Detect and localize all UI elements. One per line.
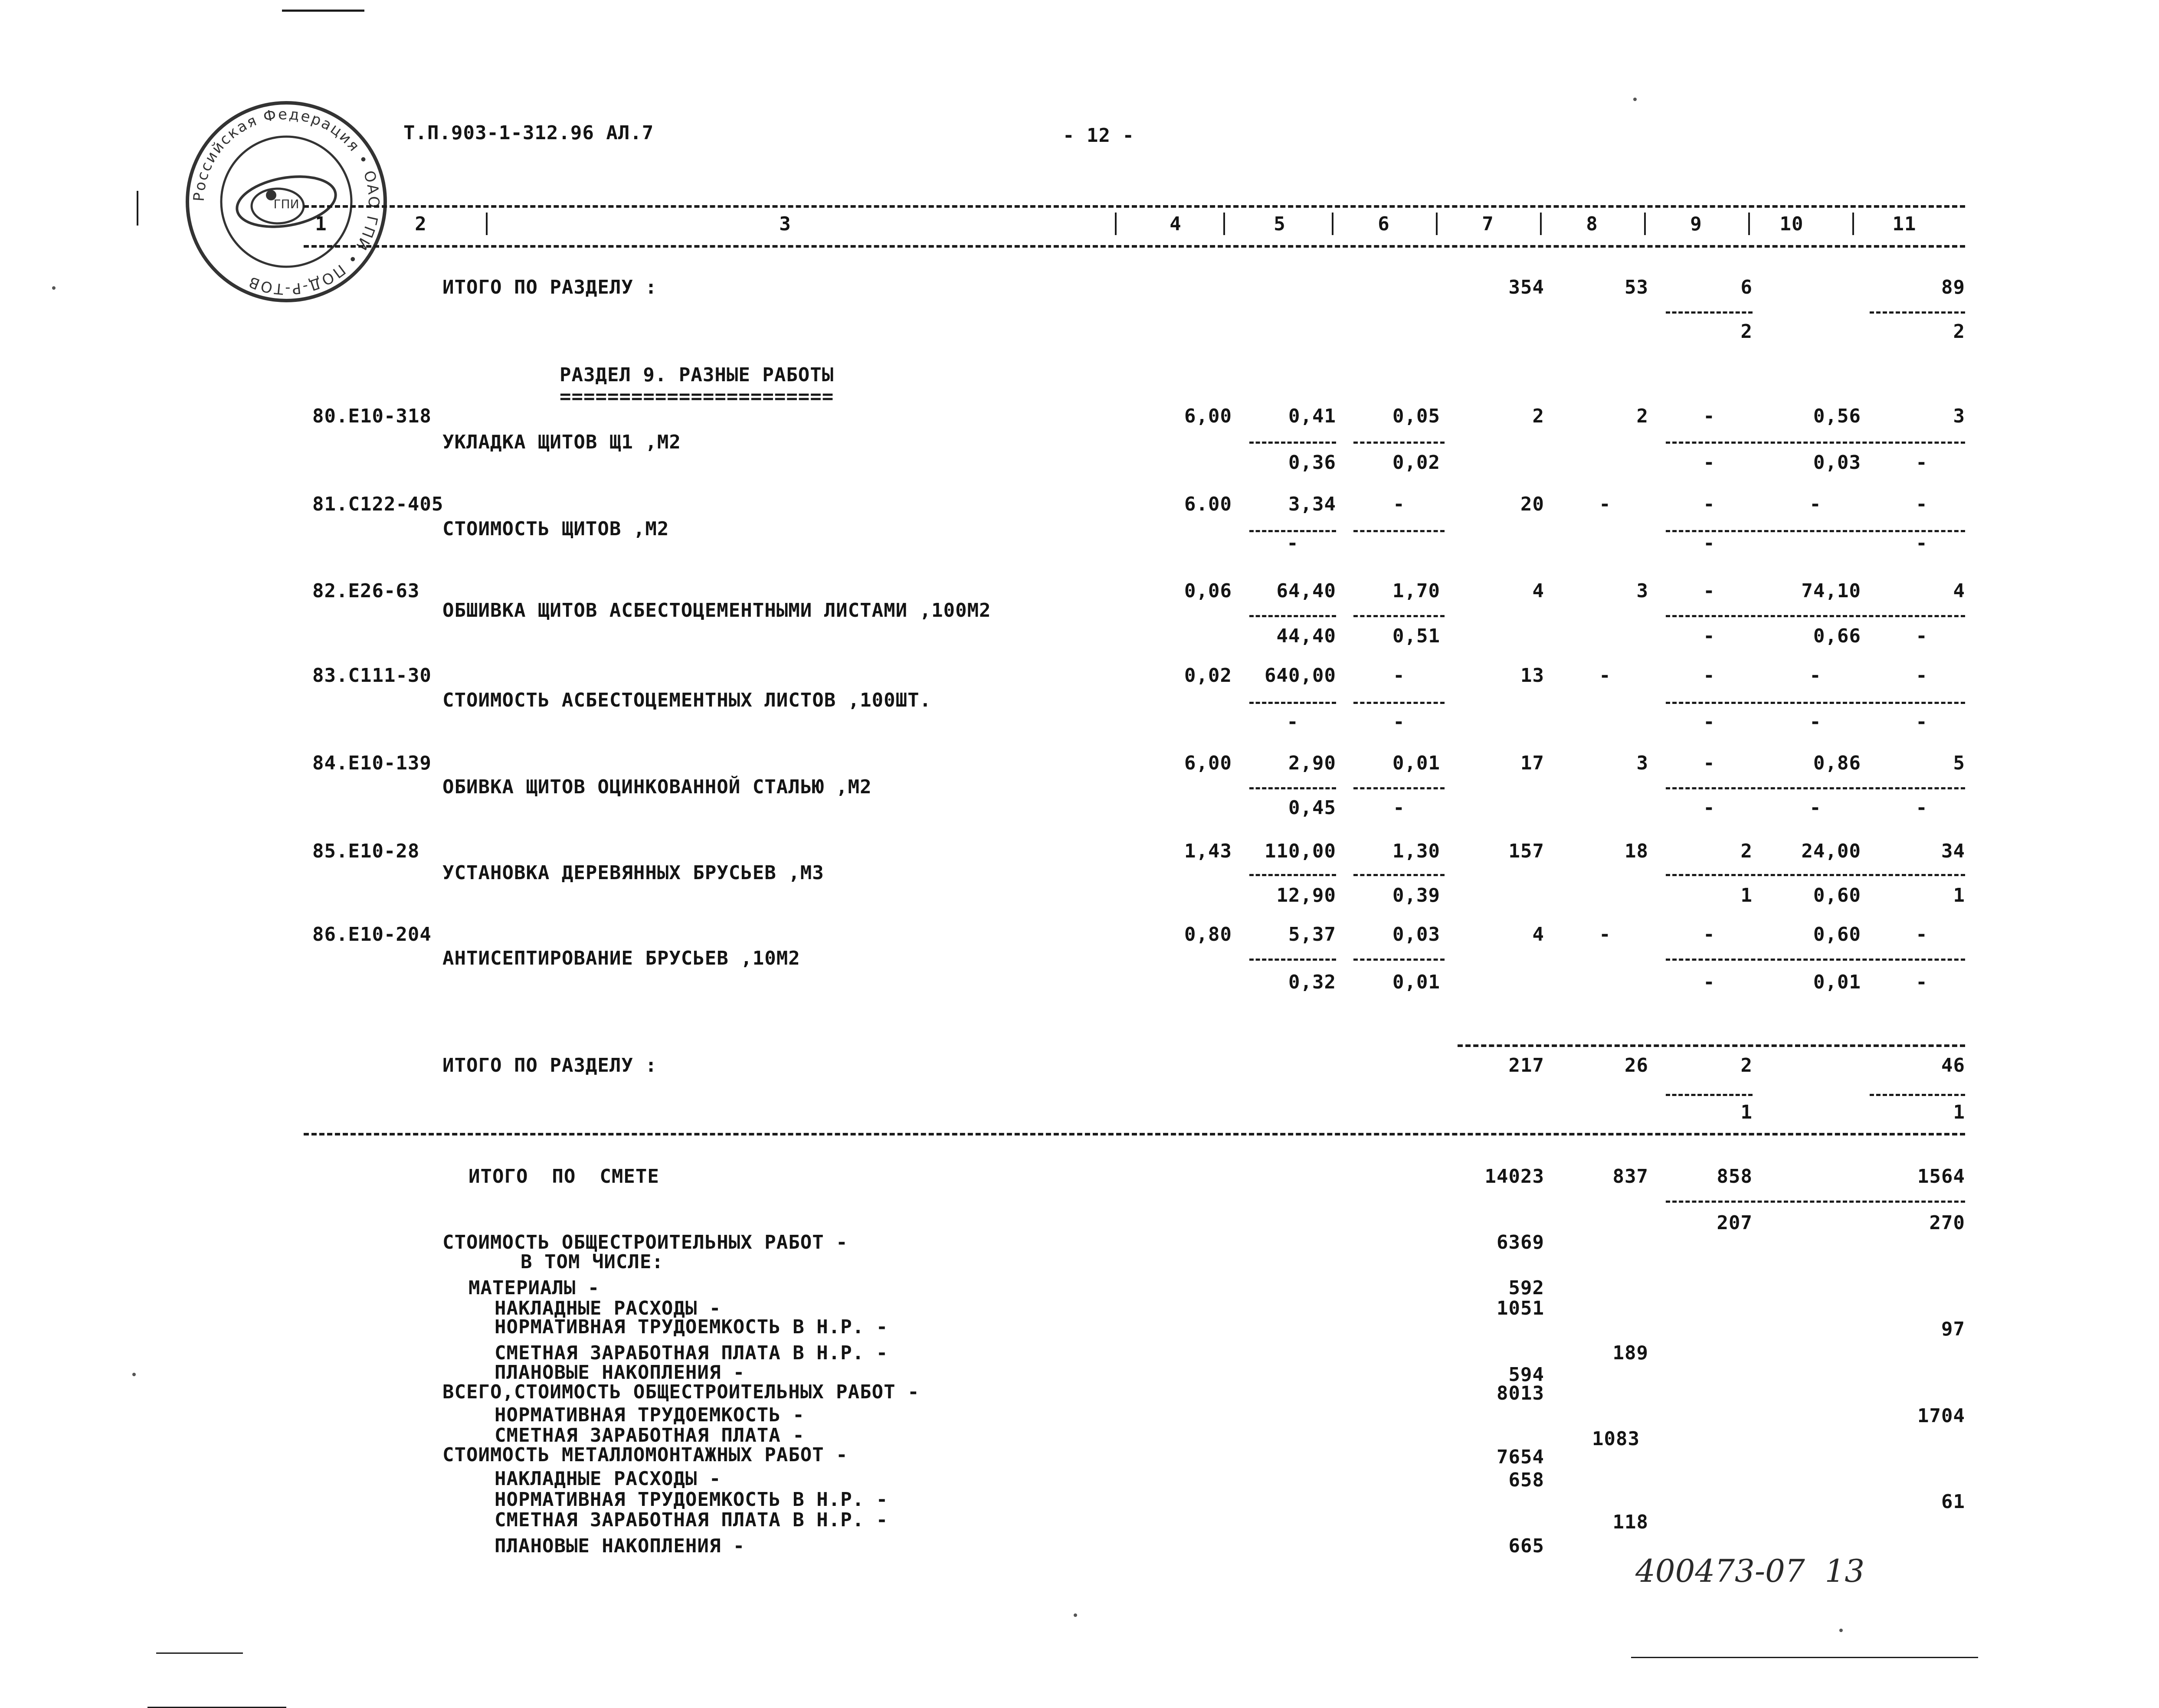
fraction-rule: [1249, 787, 1336, 789]
item-c6: -: [1393, 664, 1405, 687]
header-bottom-rule: [304, 245, 1965, 248]
item-code: 86.Е10-204: [312, 923, 432, 946]
col-number: 8: [1586, 213, 1598, 235]
col-number: 2: [415, 213, 427, 235]
section-title-underline: =======================: [560, 386, 834, 408]
scan-mark: [1631, 1657, 1978, 1658]
total-c9: 2: [1740, 1054, 1753, 1076]
item-c11-sub: -: [1916, 711, 1928, 733]
summary-label: НАКЛАДНЫЕ РАСХОДЫ -: [495, 1468, 721, 1490]
column-separator: [486, 213, 488, 235]
column-separator: [1332, 213, 1333, 235]
scan-speck: [1074, 1613, 1077, 1617]
fraction-rule: [1666, 787, 1965, 789]
summary-c11: 61: [1941, 1491, 1965, 1513]
item-code: 80.Е10-318: [312, 405, 432, 427]
summary-label: СТОИМОСТЬ МЕТАЛЛОМОНТАЖНЫХ РАБОТ -: [442, 1444, 848, 1466]
item-c5-sub: 12,90: [1276, 884, 1336, 906]
fraction-rule: [1666, 1201, 1965, 1203]
fraction-rule: [1353, 874, 1445, 876]
item-c8: 2: [1636, 405, 1648, 427]
summary-c7: 665: [1508, 1535, 1544, 1557]
scan-speck: [1633, 98, 1637, 101]
item-c11-sub: -: [1916, 971, 1928, 993]
item-description: ОБШИВКА ЩИТОВ АСБЕСТОЦЕМЕНТНЫМИ ЛИСТАМИ ,100М2: [442, 599, 991, 622]
total-c11-sub: 270: [1929, 1212, 1965, 1234]
col-number: 9: [1690, 213, 1702, 235]
summary-c7: 8013: [1497, 1382, 1544, 1404]
item-code: 85.Е10-28: [312, 840, 420, 862]
item-c9: -: [1703, 405, 1715, 427]
item-c5: 110,00: [1265, 840, 1336, 862]
svg-text:Российская Федерация • ОАО ГПИ: Российская Федерация • ОАО ГПИ • ПОД-Р-ТОВ: [190, 105, 383, 298]
item-c8: 18: [1625, 840, 1648, 862]
total-c9-sub: 207: [1717, 1212, 1753, 1234]
item-c11-sub: -: [1916, 625, 1928, 647]
summary-c7: 658: [1508, 1469, 1544, 1491]
item-c7: 157: [1508, 840, 1544, 862]
col-number: 5: [1274, 213, 1286, 235]
column-separator: [1852, 213, 1854, 235]
total-c9: 6: [1740, 276, 1753, 298]
item-c5: 0,41: [1288, 405, 1336, 427]
fraction-rule: [1666, 311, 1753, 314]
total-label: ИТОГО ПО РАЗДЕЛУ :: [442, 276, 657, 298]
item-c8: -: [1599, 493, 1611, 515]
summary-label: СМЕТНАЯ ЗАРАБОТНАЯ ПЛАТА В Н.Р. -: [495, 1509, 888, 1531]
item-c7: 13: [1520, 664, 1544, 687]
item-c11: -: [1916, 493, 1928, 515]
item-c11: 5: [1953, 752, 1965, 774]
item-c9: -: [1703, 664, 1715, 687]
column-separator: [1436, 213, 1438, 235]
item-description: ОБИВКА ЩИТОВ ОЦИНКОВАННОЙ СТАЛЬЮ ,М2: [442, 776, 872, 798]
total-c11-sub: 1: [1953, 1101, 1965, 1123]
item-code: 82.Е26-63: [312, 580, 420, 602]
estimate-total-label: ИТОГО ПО СМЕТЕ: [468, 1165, 659, 1188]
fraction-rule: [1666, 959, 1965, 961]
item-c4: 0,02: [1184, 664, 1232, 687]
item-c5: 640,00: [1265, 664, 1336, 687]
item-description: УСТАНОВКА ДЕРЕВЯННЫХ БРУСЬЕВ ,М3: [442, 862, 824, 884]
item-description: УКЛАДКА ЩИТОВ Щ1 ,М2: [442, 431, 681, 453]
scan-mark: [156, 1652, 243, 1654]
scan-speck: [132, 1373, 136, 1376]
section-title: РАЗДЕЛ 9. РАЗНЫЕ РАБОТЫ: [560, 364, 834, 386]
summary-c7: 592: [1508, 1277, 1544, 1299]
total-c7: 217: [1508, 1054, 1544, 1076]
item-c10-sub: 0,66: [1813, 625, 1861, 647]
column-separator: [1748, 213, 1750, 235]
summary-c7: 1051: [1497, 1297, 1544, 1319]
summary-label: ПЛАНОВЫЕ НАКОПЛЕНИЯ -: [495, 1535, 745, 1557]
item-c10: -: [1809, 664, 1822, 687]
estimate-total-rule: [304, 1133, 1965, 1135]
item-c8: 3: [1636, 752, 1648, 774]
item-c8: 3: [1636, 580, 1648, 602]
item-c7: 4: [1532, 923, 1544, 946]
item-c5-sub: 0,45: [1288, 797, 1336, 819]
item-c9-sub: -: [1703, 797, 1715, 819]
summary-label: СМЕТНАЯ ЗАРАБОТНАЯ ПЛАТА -: [495, 1424, 805, 1446]
item-c6-sub: 0,01: [1392, 971, 1440, 993]
fraction-rule: [1249, 442, 1336, 444]
fraction-rule: [1353, 530, 1445, 532]
item-c7: 4: [1532, 580, 1544, 602]
item-c11-sub: -: [1916, 452, 1928, 474]
item-c5: 3,34: [1288, 493, 1336, 515]
item-c10-sub: 0,60: [1813, 884, 1861, 906]
total-c11: 46: [1941, 1054, 1965, 1076]
item-c9-sub: -: [1703, 532, 1715, 554]
item-c8: -: [1599, 664, 1611, 687]
summary-label: НОРМАТИВНАЯ ТРУДОЕМКОСТЬ -: [495, 1404, 805, 1426]
item-c10: 24,00: [1801, 840, 1861, 862]
total-c9: 858: [1717, 1165, 1753, 1188]
item-c4: 6,00: [1184, 752, 1232, 774]
item-c9-sub: -: [1703, 452, 1715, 474]
item-c9: 2: [1740, 840, 1753, 862]
item-c5: 2,90: [1288, 752, 1336, 774]
item-code: 84.Е10-139: [312, 752, 432, 774]
fraction-rule: [1249, 702, 1336, 704]
item-c8: -: [1599, 923, 1611, 946]
col-number: 11: [1892, 213, 1917, 235]
item-c5: 64,40: [1276, 580, 1336, 602]
total-label: ИТОГО ПО РАЗДЕЛУ :: [442, 1054, 657, 1076]
item-c6: 1,30: [1392, 840, 1440, 862]
fraction-rule: [1353, 702, 1445, 704]
total-c11: 1564: [1917, 1165, 1965, 1188]
fraction-rule: [1353, 959, 1445, 961]
item-c9: -: [1703, 580, 1715, 602]
total-c9-sub: 2: [1740, 321, 1753, 343]
total-c8: 53: [1625, 276, 1648, 298]
summary-label: СМЕТНАЯ ЗАРАБОТНАЯ ПЛАТА В Н.Р. -: [495, 1342, 888, 1364]
summary-label: МАТЕРИАЛЫ -: [468, 1277, 600, 1299]
item-c5-sub: -: [1287, 532, 1299, 554]
column-separator: [1115, 213, 1117, 235]
item-c10-sub: -: [1809, 711, 1822, 733]
item-c6-sub: 0,02: [1392, 452, 1440, 474]
total-c7: 14023: [1484, 1165, 1544, 1188]
item-c11: -: [1916, 664, 1928, 687]
section-total-rule: [1458, 1044, 1965, 1047]
fraction-rule: [1666, 442, 1965, 444]
svg-text:ГПИ: ГПИ: [273, 197, 299, 211]
col-number: 6: [1378, 213, 1390, 235]
fraction-rule: [1666, 874, 1965, 876]
item-c5-sub: 0,36: [1288, 452, 1336, 474]
item-c6: -: [1393, 493, 1405, 515]
scan-speck: [1839, 1629, 1843, 1632]
summary-c8: 189: [1612, 1342, 1648, 1364]
summary-c7: 7654: [1497, 1446, 1544, 1468]
total-c11-sub: 2: [1953, 321, 1965, 343]
fraction-rule: [1666, 702, 1965, 704]
item-c11-sub: 1: [1953, 884, 1965, 906]
handwritten-reference: 400473-07 13: [1635, 1553, 1865, 1589]
item-c6-sub: 0,39: [1392, 884, 1440, 906]
item-c5-sub: 0,32: [1288, 971, 1336, 993]
fraction-rule: [1249, 874, 1336, 876]
col-number: 3: [779, 213, 791, 235]
item-c4: 0,06: [1184, 580, 1232, 602]
item-c5-sub: 44,40: [1276, 625, 1336, 647]
column-separator: [1644, 213, 1646, 235]
item-c4: 6,00: [1184, 405, 1232, 427]
summary-label: НОРМАТИВНАЯ ТРУДОЕМКОСТЬ В Н.Р. -: [495, 1316, 888, 1338]
item-c9: -: [1703, 752, 1715, 774]
total-c7: 354: [1508, 276, 1544, 298]
summary-label: ВСЕГО,СТОИМОСТЬ ОБЩЕСТРОИТЕЛЬНЫХ РАБОТ -: [442, 1381, 920, 1403]
document-reference: Т.П.903-1-312.96 АЛ.7: [403, 122, 654, 144]
fraction-rule: [1666, 615, 1965, 617]
item-c10: 0,56: [1813, 405, 1861, 427]
col-number: 4: [1170, 213, 1182, 235]
item-c10: 0,86: [1813, 752, 1861, 774]
summary-c8: 1083: [1592, 1428, 1640, 1450]
item-c9-sub: 1: [1740, 884, 1753, 906]
fraction-rule: [1353, 442, 1445, 444]
item-c11-sub: -: [1916, 532, 1928, 554]
item-c4: 6.00: [1184, 493, 1232, 515]
item-c10-sub: -: [1809, 797, 1822, 819]
item-c6: 0,05: [1392, 405, 1440, 427]
col-number: 1: [315, 213, 327, 235]
item-c10: 74,10: [1801, 580, 1861, 602]
total-c8: 26: [1625, 1054, 1648, 1076]
total-c11: 89: [1941, 276, 1965, 298]
col-number: 7: [1482, 213, 1494, 235]
summary-label: НОРМАТИВНАЯ ТРУДОЕМКОСТЬ В Н.Р. -: [495, 1489, 888, 1511]
item-c6-sub: 0,51: [1392, 625, 1440, 647]
item-c6: 0,03: [1392, 923, 1440, 946]
item-c6-sub: -: [1393, 797, 1405, 819]
fraction-rule: [1870, 1094, 1965, 1096]
item-c10-sub: 0,03: [1813, 452, 1861, 474]
item-description: СТОИМОСТЬ ЩИТОВ ,М2: [442, 518, 669, 540]
scan-speck: [52, 286, 56, 290]
item-c9-sub: -: [1703, 711, 1715, 733]
fraction-rule: [1666, 1094, 1753, 1096]
column-separator: [1223, 213, 1225, 235]
item-c10: -: [1809, 493, 1822, 515]
item-c9-sub: -: [1703, 971, 1715, 993]
total-c8: 837: [1612, 1165, 1648, 1188]
item-c7: 17: [1520, 752, 1544, 774]
fraction-rule: [1870, 311, 1965, 314]
fraction-rule: [1249, 959, 1336, 961]
item-c11: 34: [1941, 840, 1965, 862]
item-c4: 0,80: [1184, 923, 1232, 946]
item-c11: -: [1916, 923, 1928, 946]
fraction-rule: [1249, 615, 1336, 617]
item-c11: 3: [1953, 405, 1965, 427]
summary-c11: 1704: [1917, 1405, 1965, 1427]
item-c9-sub: -: [1703, 625, 1715, 647]
item-c4: 1,43: [1184, 840, 1232, 862]
item-code: 81.С122-405: [312, 493, 444, 515]
summary-c7: 594: [1508, 1364, 1544, 1386]
fraction-rule: [1353, 787, 1445, 789]
item-c7: 2: [1532, 405, 1544, 427]
summary-label: НАКЛАДНЫЕ РАСХОДЫ -: [495, 1297, 721, 1319]
item-c11: 4: [1953, 580, 1965, 602]
item-c5-sub: -: [1287, 711, 1299, 733]
header-top-rule: [304, 205, 1965, 208]
item-c10: 0,60: [1813, 923, 1861, 946]
item-c9: -: [1703, 923, 1715, 946]
item-c5: 5,37: [1288, 923, 1336, 946]
item-c11-sub: -: [1916, 797, 1928, 819]
item-code: 83.С111-30: [312, 664, 432, 687]
summary-label: ПЛАНОВЫЕ НАКОПЛЕНИЯ -: [495, 1361, 745, 1384]
summary-label: В ТОМ ЧИСЛЕ:: [521, 1251, 664, 1273]
item-description: АНТИСЕПТИРОВАНИЕ БРУСЬЕВ ,10М2: [442, 947, 800, 969]
item-c6: 1,70: [1392, 580, 1440, 602]
scan-mark: [137, 191, 138, 226]
item-c7: 20: [1520, 493, 1544, 515]
summary-c11: 97: [1941, 1318, 1965, 1340]
total-c9-sub: 1: [1740, 1101, 1753, 1123]
summary-label: СТОИМОСТЬ ОБЩЕСТРОИТЕЛЬНЫХ РАБОТ -: [442, 1231, 848, 1253]
item-c9: -: [1703, 493, 1715, 515]
item-description: СТОИМОСТЬ АСБЕСТОЦЕМЕНТНЫХ ЛИСТОВ ,100ШТ.: [442, 689, 932, 711]
scan-mark: [282, 10, 364, 12]
official-stamp: [182, 98, 390, 306]
summary-c7: 6369: [1497, 1231, 1544, 1253]
column-separator: [1540, 213, 1542, 235]
fraction-rule: [1353, 615, 1445, 617]
col-number: 10: [1779, 213, 1804, 235]
item-c6-sub: -: [1393, 711, 1405, 733]
item-c6: 0,01: [1392, 752, 1440, 774]
page-number: - 12 -: [1063, 124, 1134, 147]
item-c10-sub: 0,01: [1813, 971, 1861, 993]
summary-c8: 118: [1612, 1511, 1648, 1533]
